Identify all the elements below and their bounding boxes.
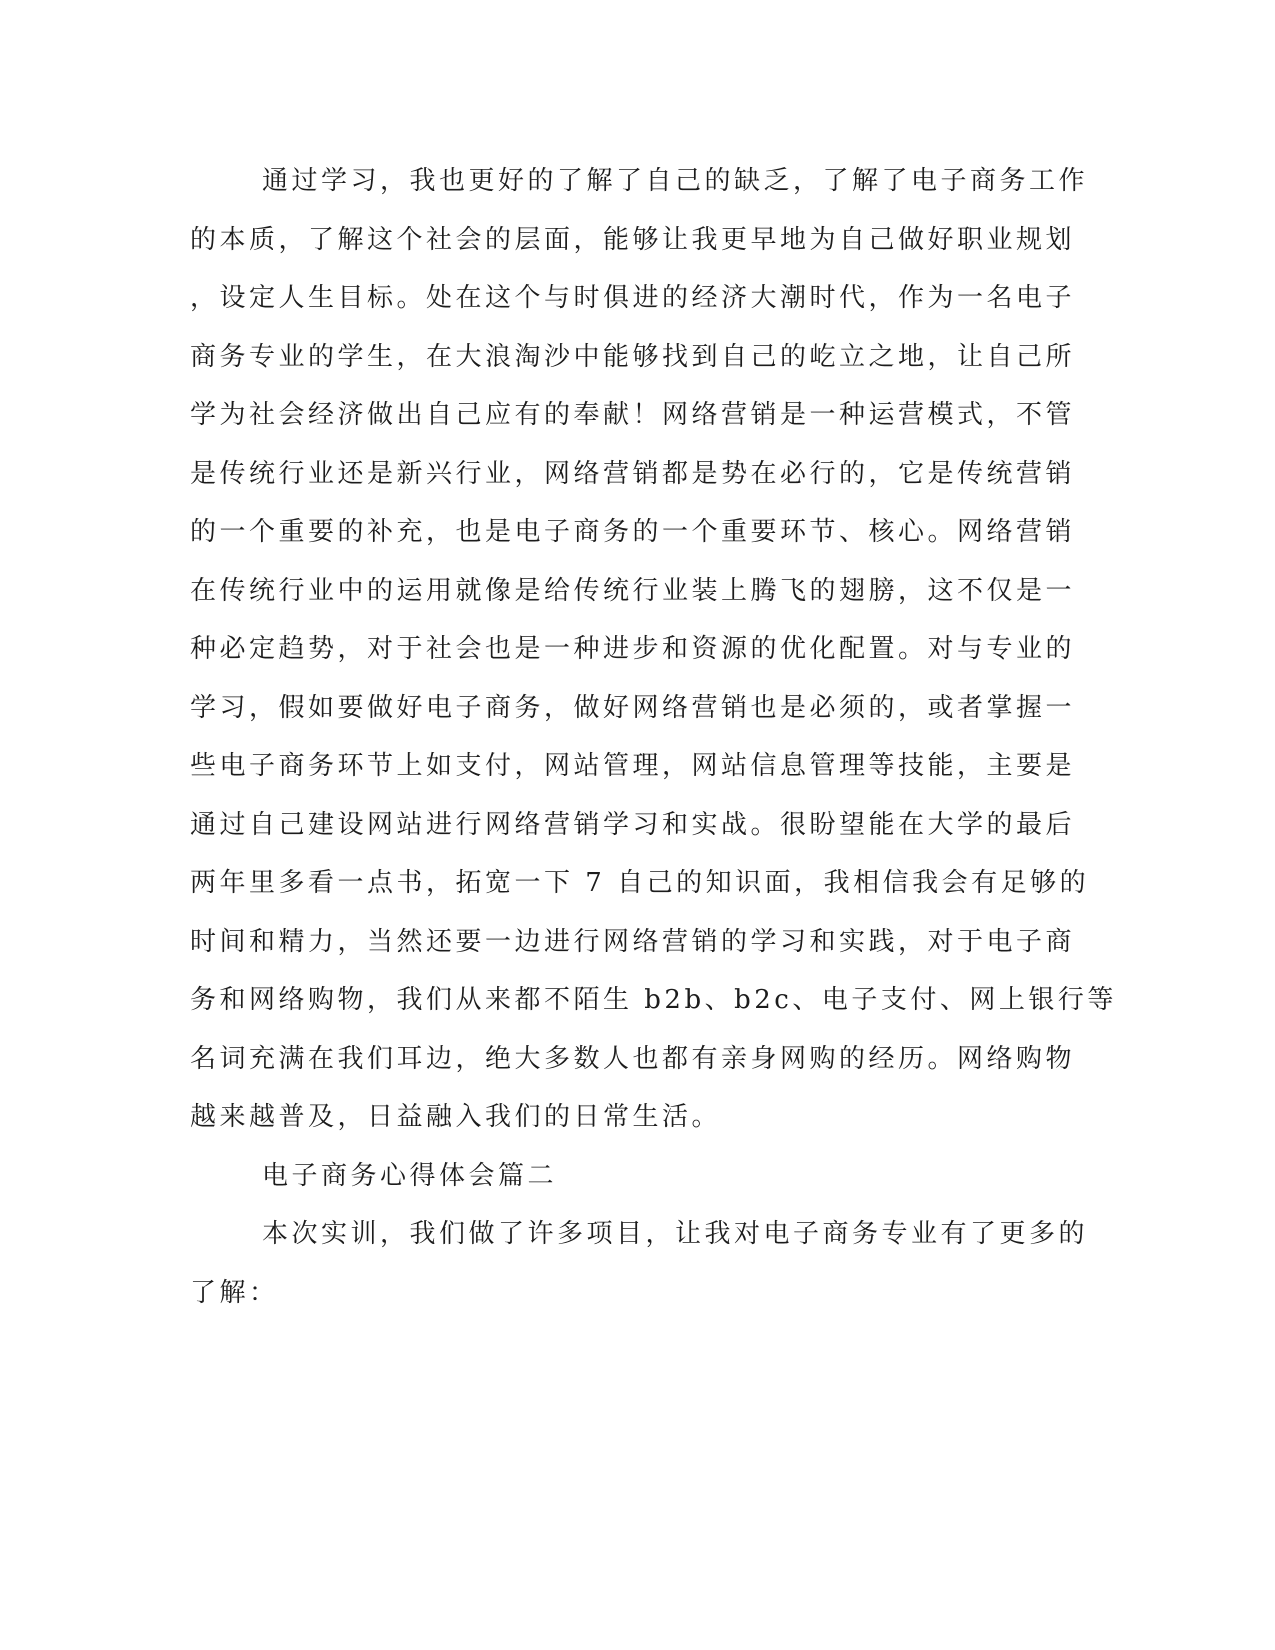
paragraph-line-1: 通过学习，我也更好的了解了自己的缺乏，了解了电子商务工作: [262, 166, 1089, 196]
paragraph-line-8: 在传统行业中的运用就像是给传统行业装上腾飞的翅膀，这不仅是一: [190, 576, 1076, 606]
paragraph-line-3: ，设定人生目标。处在这个与时俱进的经济大潮时代，作为一名电子: [190, 283, 1076, 313]
paragraph-line-10: 学习，假如要做好电子商务，做好网络营销也是必须的，或者掌握一: [190, 693, 1076, 723]
paragraph-line-12: 通过自己建设网站进行网络营销学习和实战。很盼望能在大学的最后: [190, 810, 1076, 840]
paragraph-line-4: 商务专业的学生，在大浪淘沙中能够找到自己的屹立之地，让自己所: [190, 342, 1076, 372]
paragraph-line-15: 务和网络购物，我们从来都不陌生 b2b、b2c、电子支付、网上银行等: [190, 985, 1117, 1015]
paragraph-line-16: 名词充满在我们耳边，绝大多数人也都有亲身网购的经历。网络购物: [190, 1044, 1076, 1074]
section-heading: 电子商务心得体会篇二: [262, 1161, 558, 1191]
paragraph-line-6: 是传统行业还是新兴行业，网络营销都是势在必行的，它是传统营销: [190, 459, 1076, 489]
paragraph-line-19: 本次实训，我们做了许多项目，让我对电子商务专业有了更多的: [262, 1219, 1089, 1249]
paragraph-line-5: 学为社会经济做出自己应有的奉献！网络营销是一种运营模式，不管: [190, 400, 1076, 430]
paragraph-line-9: 种必定趋势，对于社会也是一种进步和资源的优化配置。对与专业的: [190, 634, 1076, 664]
paragraph-line-17: 越来越普及，日益融入我们的日常生活。: [190, 1102, 722, 1132]
paragraph-line-11: 些电子商务环节上如支付，网站管理，网站信息管理等技能，主要是: [190, 751, 1076, 781]
paragraph-line-20: 了解：: [190, 1278, 279, 1308]
paragraph-line-7: 的一个重要的补充，也是电子商务的一个重要环节、核心。网络营销: [190, 517, 1076, 547]
paragraph-line-13: 两年里多看一点书，拓宽一下 7 自己的知识面，我相信我会有足够的: [190, 868, 1090, 898]
paragraph-line-2: 的本质，了解这个社会的层面，能够让我更早地为自己做好职业规划: [190, 225, 1076, 255]
paragraph-line-14: 时间和精力，当然还要一边进行网络营销的学习和实践，对于电子商: [190, 927, 1076, 957]
